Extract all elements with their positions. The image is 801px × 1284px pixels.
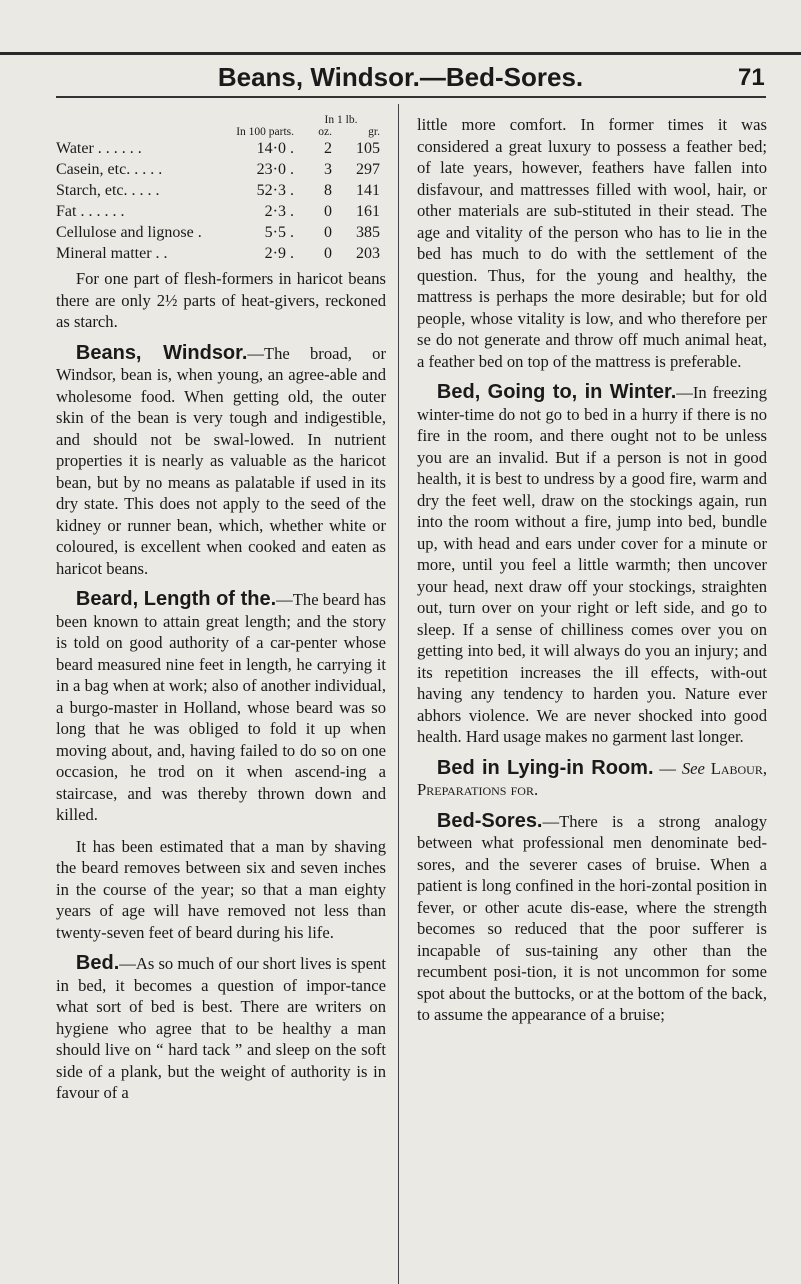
row-parts: 2·9 . [264,245,294,262]
top-rule [0,52,801,55]
row-gr: 385 [356,224,380,241]
header-rule [56,96,766,98]
right-column [417,114,767,1036]
entry-bed-winter [417,382,767,748]
row-oz: 8 [324,182,332,199]
row-name: Fat . . . . . . [56,203,125,220]
entry-bed-sores [417,811,767,1026]
row-oz: 2 [324,140,332,157]
row-gr: 161 [356,203,380,220]
entry-heading: Bed. [75,952,120,974]
table-row [56,222,380,243]
entry-heading: Beans, Windsor. [75,341,248,364]
row-gr: 141 [356,182,380,199]
entry-heading: Bed in Lying-in Room. [436,756,654,779]
header-gr: gr. [368,126,380,138]
row-name: Casein, etc. . . . . [56,161,163,178]
entry-beard-continued: It has been estimated that a man by shaving the beard removes between six and seven inches in the course of the year; so that a man eighty years of age will have removed not less than twenty-seven feet of beard during his life. [56,836,386,942]
entry-heading: Beard, Length of the. [75,588,277,610]
page-number: 71 [738,64,765,91]
row-gr: 203 [356,245,380,262]
row-oz: 0 [324,203,332,220]
table-header-units [56,126,380,138]
row-parts: 52·3 . [256,182,294,199]
page-header [0,58,801,102]
row-oz: 3 [324,161,332,178]
cross-reference: Labour, Preparations for. [417,758,767,799]
table-row [56,243,380,264]
row-name: Mineral matter . . [56,245,168,262]
entry-bed-continued: little more comfort. In former times it was considered a great luxury to possess a feather bed; of late years, however, feathers have fallen into disfavour, and mattresses filled with wool, hair, or other materials are sub-stituted in their stead. The age and vitality of the person who has to lie in the bed has much to do with the settlement of the question. Thus, for the young and healthy, the mattress is perhaps the more desirable; but for old people, whose vitality is low, and who therefore per se do not generate and throw off much animal heat, a feather bed on top of the mattress is preferable. [417,115,767,371]
row-gr: 105 [356,140,380,157]
row-parts: 14·0 . [256,140,294,157]
composition-table [56,114,380,264]
header-in-100: In 100 parts. [236,126,294,138]
column-divider [398,104,399,1284]
table-row [56,159,380,180]
row-name: Water . . . . . . [56,140,142,157]
row-oz: 0 [324,245,332,262]
entry-body: —There is a strong analogy between what professional men denominate bed-sores, and the severer cases of bruise. When a patient is long confined in the hori-zontal position in fever, or other acute dis-ease, where the strength becomes so reduced that the poor sufferer is incapable of sus-taining any other than the recumbent posi-tion, it is not uncommon for some spot about the buttocks, or at the bottom of the back, to assume the appearance of a bruise; [417,811,767,1024]
table-header-top [56,114,380,126]
running-title: Beans, Windsor.—Bed-Sores. [217,62,584,92]
entry-body: —As so much of our short lives is spent in bed, it becomes a question of impor-tance what sort of bed is best. There are writers on hygiene who agree that to be healthy a man should live on “ hard tack ” and sleep on the soft side of a plank, but the weight of authority is in favour of a [56,954,386,1102]
row-name: Cellulose and lignose . [56,224,202,241]
entry-heading: Bed-Sores. [436,809,543,832]
see-label: See [681,758,705,778]
row-parts: 5·5 . [264,224,294,241]
entry-bed [56,953,386,1104]
entry-beard-length [56,589,386,826]
row-parts: 2·3 . [264,203,294,220]
row-name: Starch, etc. . . . . [56,182,160,199]
table-row [56,138,380,159]
row-oz: 0 [324,224,332,241]
table-note: For one part of flesh-formers in haricot beans there are only 2½ parts of heat-givers, reckoned as starch. [56,269,386,331]
table-row [56,180,380,201]
left-column [56,114,386,1114]
entry-body: —The beard has been known to attain great length; and the story is told on good authority of a car-penter whose beard measured nine feet in length, he carrying it in a bag when at work; also of another individual, a burgo-master in Holland, whose beard was so long that he was obliged to fold it up when moving about, and, having failed to do so on one occasion, he trod on it when ascend-ing a staircase, and was thereby thrown down and killed. [56,590,386,824]
dash: — [653,758,682,778]
row-parts: 23·0 . [256,161,294,178]
header-in-lb: In 1 lb. [324,114,358,126]
row-gr: 297 [356,161,380,178]
entry-body: —In freezing winter-time do not go to bed in a hurry if there is no fire in the room, and there ought not to be unless you are an invalid. But if a person is not in good health, it is best to undress by a good fire, warm and dry the feet well, draw on the stockings again, run into the room without a fire, jump into bed, bundle up, with head and ears under cover for a minute or more, until you feel a little warmth; then uncover your head, next draw off your stockings, straighten out, turn over on your right or left side, and go to sleep. If a sense of chilliness comes over you on getting into bed, it will always do you an injury; and its repetition increases the ill effects, with-out having any tendency to harden you. Nature ever abhors violence. We are never shocked into good health. Hard usage makes no garment last longer. [417,383,767,746]
entry-heading: Bed, Going to, in Winter. [436,381,677,403]
header-oz: oz. [318,126,332,138]
entry-beans-windsor [56,343,386,580]
table-row [56,201,380,222]
entry-bed-lying-in [417,758,767,801]
entry-body: —The broad, or Windsor, bean is, when young, an agree-able and wholesome food. When getting old, the outer skin of the bean is very tough and indigestible, and should not be swal-lowed. In nutrient properties it is nearly as valuable as the haricot bean, but by no means as palatable if used in its dry state. This does not apply to the seed of the kidney or runner bean, which, whether white or coloured, is excellent when cooked and eaten as haricot beans. [56,343,386,578]
